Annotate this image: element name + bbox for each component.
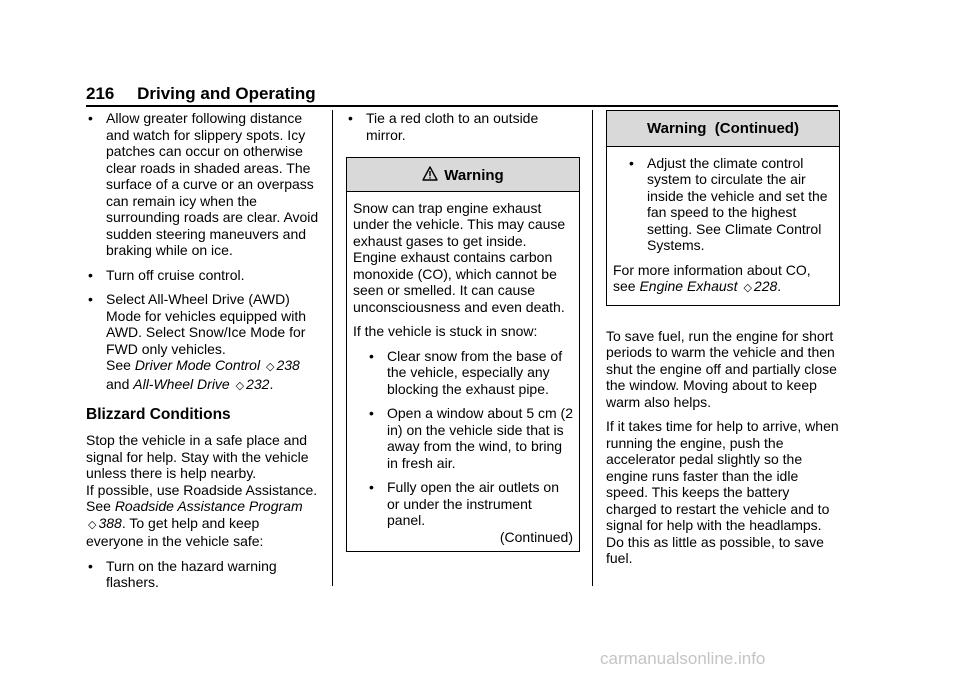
column-1: [86, 110, 320, 599]
ref-page: 232: [246, 375, 270, 392]
bullet-icon: •: [88, 266, 93, 283]
bullet-icon: •: [88, 110, 93, 126]
list-item: [627, 155, 833, 254]
list-item: [86, 110, 320, 259]
ref-page: 388: [98, 514, 122, 531]
page-ref-arrow-icon: ◇: [235, 379, 245, 392]
paragraph: [613, 262, 833, 297]
bullet-text: Tie a red cloth to an outside mirror.: [366, 110, 539, 143]
paragraph: If it takes time for help to arrive, when running the engine, push the accelerator pedal slightly so the engine runs faster than the idle speed. This keeps the battery charged to restart the vehicle and to signal for help with the headlamps. Do this as little as possible, to save fuel.: [606, 418, 839, 566]
column-divider: [332, 110, 333, 586]
paragraph-text: For more information about CO, see: [613, 261, 811, 294]
cross-reference-link[interactable]: [135, 357, 300, 373]
list-item: [86, 291, 320, 394]
page-ref-arrow-icon: ◇: [743, 282, 752, 294]
ref-title: Roadside Assistance Program: [114, 498, 303, 514]
bullet-text: Adjust the climate control system to circulate the air inside the vehicle and set the fan speed to the highest setting. See Climate Control Systems.: [647, 154, 828, 253]
cross-reference-link[interactable]: [639, 278, 777, 294]
bullet-text: Clear snow from the base of the vehicle, especially any blocking the exhaust pipe.: [387, 347, 563, 397]
list-item: [367, 348, 573, 398]
paragraph: If the vehicle is stuck in snow:: [353, 323, 538, 339]
paragraph: [86, 482, 320, 550]
bullet-icon: •: [369, 479, 374, 495]
watermark: carmanualsonline.info: [600, 649, 766, 668]
ref-page: 238: [276, 357, 300, 373]
column-3: [606, 110, 840, 575]
warning-icon: [422, 166, 438, 182]
period: .: [269, 375, 274, 392]
bullet-text: Fully open the air outlets on or under the instrument panel.: [387, 479, 559, 528]
list-item: [367, 479, 573, 529]
list-item: [367, 405, 573, 471]
bullet-text: Open a window about 5 cm (2 in) on the vehicle side that is away from the wind, to bring in fresh air.: [387, 405, 573, 471]
warning-box: [346, 157, 580, 552]
paragraph-text: If possible, use Roadside Assistance. See: [86, 481, 318, 514]
list-item: [86, 558, 320, 591]
and-label: and: [106, 375, 130, 392]
page-number: 216: [86, 84, 115, 103]
period: .: [777, 278, 782, 294]
bullet-text: Allow greater following distance and watch for slippery spots. Icy patches can occur on otherwise clear roads in shaded areas. The surface of a curve or an overpass can remain icy when the surrounding roads are clear. Avoid sudden steering maneuvers and braking while on ice.: [106, 110, 319, 258]
section-title: Driving and Operating: [137, 84, 316, 103]
bullet-icon: •: [88, 291, 93, 307]
bullet-text: Turn off cruise control.: [106, 266, 245, 283]
list-item: [346, 110, 580, 143]
bullet-icon: •: [369, 347, 374, 364]
bullet-icon: •: [369, 405, 374, 421]
see-label: See: [106, 357, 131, 373]
bullet-text: Turn on the hazard warning flashers.: [106, 557, 277, 590]
header-rule: [86, 105, 838, 107]
bullet-text: Select All-Wheel Drive (AWD) Mode for vehicles equipped with AWD. Select Snow/Ice Mode for FWD only vehicles.: [106, 291, 307, 357]
bullet-icon: •: [88, 557, 93, 574]
cross-reference-link[interactable]: [133, 376, 269, 392]
ref-page: 228: [753, 278, 778, 294]
paragraph: To save fuel, run the engine for short periods to warm the vehicle and then shut the engine off and partially close the window. Moving about to keep warm also helps.: [606, 327, 837, 410]
page-header: [86, 84, 316, 104]
list-item: [86, 267, 320, 284]
warning-title: Warning: [444, 167, 504, 184]
ref-title: All-Wheel Drive: [133, 375, 230, 392]
section-heading: Blizzard Conditions: [86, 406, 231, 423]
bullet-icon: •: [348, 110, 353, 126]
warning-header: [347, 158, 579, 192]
warning-header: Warning (Continued): [607, 111, 839, 147]
column-2: [346, 110, 580, 552]
page-ref-arrow-icon: ◇: [88, 518, 97, 531]
warning-box: [606, 110, 840, 306]
paragraph: Snow can trap engine exhaust under the vehicle. This may cause exhaust gases to get inside. Engine exhaust contains carbon monoxide (CO), which cannot be seen or smelled. It can cause unconsciousness and even death.: [353, 199, 566, 315]
continued-label: (Continued): [499, 528, 573, 545]
ref-title: Driver Mode Control: [134, 357, 261, 373]
ref-title: Engine Exhaust: [639, 278, 738, 294]
warning-body: [607, 147, 839, 305]
column-divider: [592, 110, 593, 586]
warning-body: [347, 192, 579, 552]
paragraph-text: . To get help and keep everyone in the vehicle safe:: [86, 514, 264, 549]
page-ref-arrow-icon: ◇: [265, 361, 275, 373]
bullet-icon: •: [629, 154, 634, 171]
paragraph: Stop the vehicle in a safe place and signal for help. Stay with the vehicle unless there is help nearby.: [86, 432, 309, 481]
